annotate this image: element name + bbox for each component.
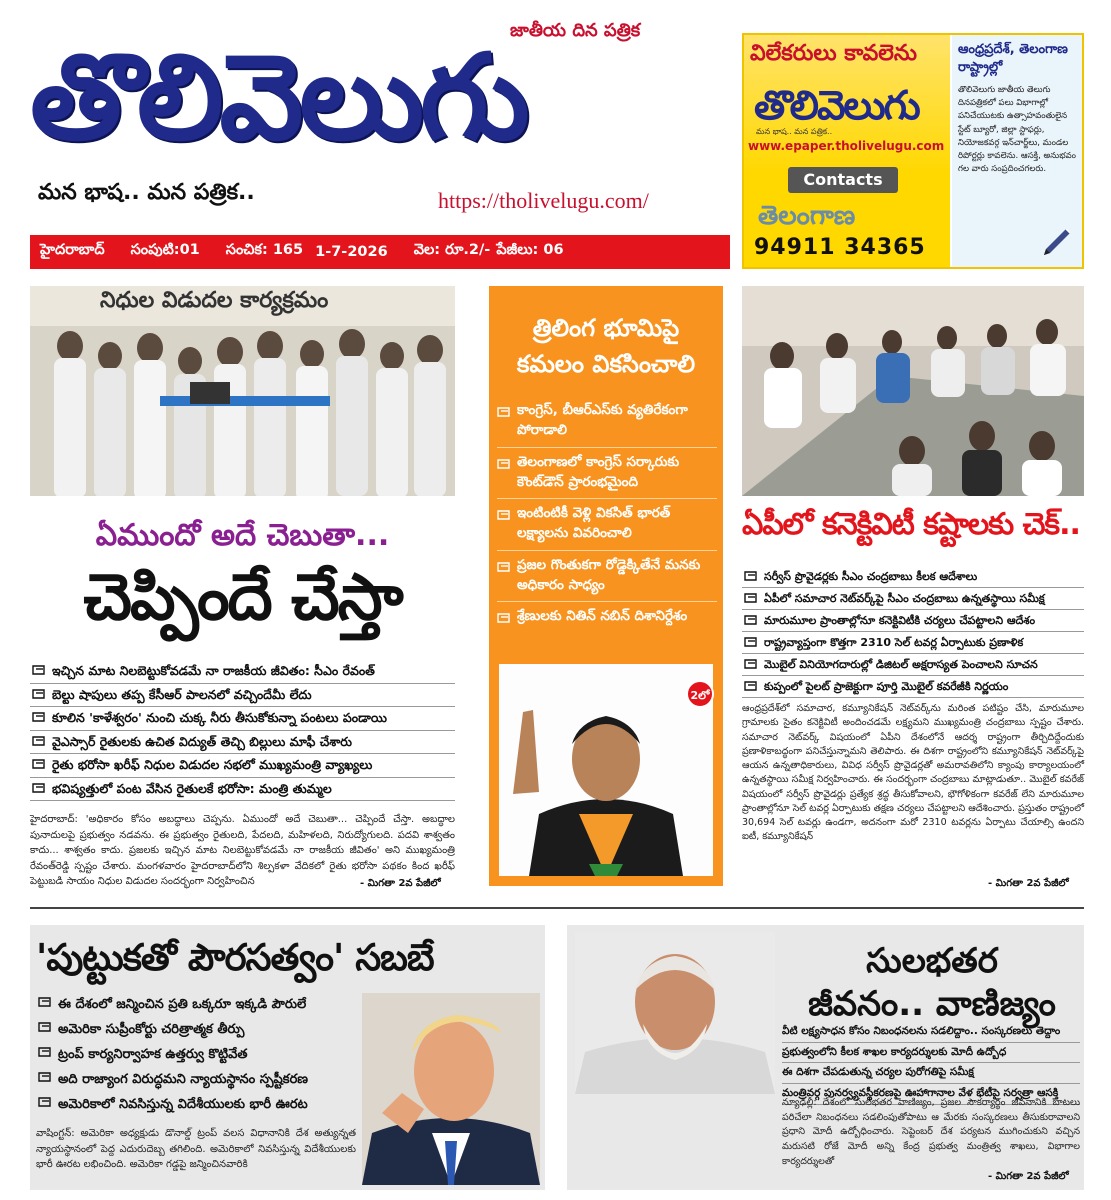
modi-story-headline[interactable]: సులభతర జీవనం.. వాణిజ్యం bbox=[808, 941, 1056, 1024]
trump-photo[interactable] bbox=[362, 993, 540, 1185]
list-item: అమెరికా సుప్రీంకోర్టు చరిత్రాత్మక తీర్పు bbox=[36, 1017, 366, 1042]
list-item: అమెరికాలో నివసిస్తున్న విదేశీయులకు భారీ ఊరట bbox=[36, 1092, 366, 1117]
ad-epaper-link[interactable]: www.epaper.tholivelugu.com bbox=[748, 139, 945, 153]
recruitment-ad[interactable] bbox=[742, 33, 1084, 269]
left-story-continued[interactable]: - మిగతా 2వ పేజీలో bbox=[360, 878, 441, 889]
right-story-bullets bbox=[742, 566, 1084, 698]
list-item: ఈ దేశంలో జన్మించిన ప్రతి ఒక్కరూ ఇక్కడి పౌరులే bbox=[36, 992, 366, 1017]
section-divider bbox=[30, 907, 1084, 909]
list-item: ప్రజల గొంతుకగా రోడ్డెక్కితేనే మనకు అధికారం సాధ్యం bbox=[497, 551, 717, 603]
bullet-icon bbox=[32, 711, 45, 723]
right-story-continued[interactable]: - మిగతా 2వ పేజీలో bbox=[988, 878, 1069, 889]
trump-story-bullets bbox=[36, 992, 366, 1117]
continued-page-badge[interactable]: 2లో bbox=[686, 680, 714, 708]
right-story-body: ఆంధ్రప్రదేశ్‌లో సమాచార, కమ్యూనికేషన్ నెట్‌వర్క్‌ను మరింత పటిష్టం చేసి, మారుమూల గ్రామాలకు సైతం కనెక్టివిటీ అందించడమే లక్ష్యమని ముఖ్యమంత్రి చంద్రబాబు స్పష్టం చేశారు. సమాచార నెట్‌వర్క్ విషయంలో ఏపీని దేశంలోనే ఆదర్శ రాష్ట్రంగా తీర్చిదిద్దేందుకు ప్రణాళికాబద్ధంగా పనిచేస్తున్నామని తెలిపారు. ఈ దిశగా రాష్ట్రంలోని కమ్యూనికేషన్ నెట్‌వర్క్‌పై ఆయన ఉన్నతాధికారులు, వివిధ సర్వీస్ ప్రొవైడర్లతో అమరావతిలోని క్యాంపు కార్యాలయంలో ఉన్నతస్థాయి సమీక్ష నిర్వహించారు. ఈ సందర్భంగా చంద్రబాబు మాట్లాడుతూ.. మొబైల్ కవరేజ్ విషయంలో సర్వీస్ ప్రొవైడర్లు ప్రత్యేక శ్రద్ధ తీసుకోవాలని, భౌగోళికంగా కవరేజ్ లేని మారుమూల ప్రాంతాల్లోనూ సెల్ టవర్ల ఏర్పాటుకు తక్షణ చర్యలు చేపట్టాలని ఆదేశించారు. ప్రస్తుతం రాష్ట్రంలో 30,694 సెల్ టవర్లు ఉండగా, అదనంగా మరో 2310 టవర్లను ఏర్పాటు చేయాల్సి ఉందని ఐటీ, కమ్యూనికేషన్ bbox=[742, 703, 1084, 843]
bullet-icon bbox=[744, 592, 757, 604]
trump-story-body: వాషింగ్టన్: అమెరికా అధ్యక్షుడు డొనాల్డ్ ట్రంప్ వలస విధానానికి దేశ అత్యున్నత న్యాయస్థానంలో పెద్ద ఎదురుదెబ్బ తగిలింది. అమెరికాలో నివసిస్తున్న విదేశీయులకు భారీ ఊరట లభించింది. అమెరికా గడ్డపై జన్మించినవారికి bbox=[36, 1128, 356, 1170]
list-item: ఈ దిశగా చేపడుతున్న చర్యల పురోగతిపై సమీక్ష bbox=[782, 1063, 1080, 1084]
bjp-story-panel[interactable] bbox=[489, 286, 723, 886]
bullet-icon bbox=[38, 996, 51, 1008]
list-item: ప్రభుత్వంలోని కీలక శాఖల కార్యదర్శులకు మోదీ ఉద్బోధ bbox=[782, 1043, 1080, 1064]
list-item: ఇచ్చిన మాట నిలబెట్టుకోవడమే నా రాజకీయ జీవితం: సీఎం రేవంత్ bbox=[30, 660, 455, 684]
modi-story-body: న్యూఢిల్లీ: దేశంలో సులభతర వాణిజ్యం, ప్రజల సౌకర్యార్థం జీవనానికి బాటలు పరిచేలా నిబంధనలు సడలింపుతోపాటు ఆ మేరకు సంస్కరణలు తీసుకురావాలని ప్రధాని మోదీ ఉద్బోధించారు. సెప్టెంబర్ దేశ పర్యటన ముగించుకుని వచ్చిన మరుసటి రోజే మోదీ అన్ని కేంద్ర ప్రభుత్వ మంత్రిత్వ శాఖలు, విభాగాల కార్యదర్శులతో bbox=[782, 1097, 1080, 1167]
bjp-story-bullets bbox=[497, 396, 717, 632]
edition-price: వెల: రూ.2/- bbox=[413, 242, 491, 258]
list-item: వైఎస్సార్ రైతులకు ఉచిత విద్యుత్ తెచ్చి బిల్లులు మాఫీ చేశారు bbox=[30, 731, 455, 755]
list-item: కూలిన 'కాళేశ్వరం' నుంచి చుక్క నీరు తీసుకోకున్నా పంటలు పండాయి bbox=[30, 707, 455, 731]
ad-logo: తొలివెలుగు bbox=[754, 83, 919, 129]
masthead-tagline: జాతీయ దిన పత్రిక bbox=[510, 20, 641, 41]
bullet-icon bbox=[38, 1096, 51, 1108]
bullet-icon bbox=[744, 680, 757, 692]
bullet-icon bbox=[32, 688, 45, 700]
bullet-icon bbox=[497, 458, 510, 470]
list-item: అది రాజ్యాంగ విరుద్ధమని న్యాయస్థానం స్పష్టీకరణ bbox=[36, 1067, 366, 1092]
ap-meeting-photo[interactable] bbox=[742, 286, 1084, 496]
bjp-leader-photo[interactable] bbox=[499, 664, 713, 876]
list-item: బెల్టు షాపులు తప్ప కేసీఆర్ పాలనలో వచ్చిందేమీ లేదు bbox=[30, 684, 455, 708]
edition-info-strip bbox=[30, 235, 730, 269]
list-item: శ్రేణులకు నితిన్ నబిన్ దిశానిర్దేశం bbox=[497, 602, 717, 632]
bullet-icon bbox=[497, 406, 510, 418]
left-story-body: హైదరాబాద్: 'అధికారం కోసం అబద్ధాలు చెప్పను. ఏముందో అదే చెబుతా... చెప్పిందే చేస్తా. అబద్ధాల పునాదులపై ప్రభుత్వం నడవను. ఈ ప్రభుత్వం రైతులది, పేదలది, మహిళలది, నిరుద్యోగులది. పదవి శాశ్వతం కాదు... శాశ్వతం కాదు. ప్రజలకు ఇచ్చిన మాట నిలబెట్టుకోవడమే నా రాజకీయ జీవితం' అని ముఖ్యమంత్రి రేవంత్‌రెడ్డి స్పష్టం చేశారు. మంగళవారం హైదరాబాద్‌లోని శిల్పకళా వేదికలో రైతు భరోసా పథకం కింద ఖరీఫ్ పెట్టుబడి సాయం నిధుల విడుదల సందర్భంగా నిర్వహించిన bbox=[30, 814, 455, 887]
list-item: కుప్పంలో పైలట్ ప్రాజెక్టుగా పూర్తి మొబైల్ కవరేజీకి నిర్ణయం bbox=[742, 676, 1084, 698]
ad-left-panel bbox=[744, 35, 950, 267]
bullet-icon bbox=[32, 782, 45, 794]
list-item: మంత్రివర్గ పునర్వ్యవస్థీకరణపై ఊహాగానాల వేళ భేటీపై సర్వత్రా ఆసక్తి bbox=[782, 1084, 1080, 1105]
photo-banner-text: నిధుల విడుదల కార్యక్రమం bbox=[100, 288, 329, 313]
ad-contacts-label: Contacts bbox=[788, 167, 898, 193]
left-story-headline[interactable]: చెప్పిందే చేస్తా bbox=[83, 561, 402, 635]
bullet-icon bbox=[38, 1071, 51, 1083]
trump-story-headline[interactable]: 'పుట్టుకతో పౌరసత్వం' సబబే bbox=[36, 936, 434, 979]
list-item: వీటి లక్ష్యసాధన కోసం నిబంధనలను సడలిద్దాం.. సంస్కరణలు తెద్దాం bbox=[782, 1022, 1080, 1043]
edition-date: 1-7-2026 bbox=[315, 244, 388, 260]
bullet-icon bbox=[497, 612, 510, 624]
bullet-icon bbox=[32, 664, 45, 676]
list-item: మారుమూల ప్రాంతాల్లోనూ కనెక్టివిటీకి చర్యలు చేపట్టాలని ఆదేశం bbox=[742, 610, 1084, 632]
list-item: ఏపీలో సమాచార నెట్‌వర్క్‌పై సీఎం చంద్రబాబు ఉన్నతస్థాయి సమీక్ష bbox=[742, 588, 1084, 610]
ad-right-title: ఆంధ్రప్రదేశ్, తెలంగాణ రాష్ట్రాల్లో bbox=[958, 42, 1068, 75]
website-link[interactable]: https://tholivelugu.com/ bbox=[438, 188, 649, 213]
modi-story-continued[interactable]: - మిగతా 2వ పేజీలో bbox=[988, 1171, 1069, 1182]
bullet-icon bbox=[38, 1021, 51, 1033]
list-item: రాష్ట్రవ్యాప్తంగా కొత్తగా 2310 సెల్ టవర్ల ఏర్పాటుకు ప్రణాళిక bbox=[742, 632, 1084, 654]
masthead bbox=[30, 20, 730, 220]
modi-photo[interactable] bbox=[575, 932, 775, 1094]
edition-volume: సంపుటి:01 bbox=[130, 242, 200, 258]
ad-right-body: తొలివెలుగు జాతీయ తెలుగు దినపత్రికలో పలు విభాగాల్లో పనిచేయుటకు ఉత్సాహవంతులైన స్టేట్ బ్యూరో, జిల్లా స్టాఫర్లు, నియోజకవర్గ ఇన్‌చార్జ్‌లు, మండల రిపోర్టర్లు కావలెను. ఆసక్తి, అనుభవం గల వారు సంప్రదించగలరు. bbox=[958, 85, 1076, 175]
bullet-icon bbox=[38, 1046, 51, 1058]
newspaper-logo[interactable]: తొలివెలుగు bbox=[30, 28, 526, 166]
ad-headline: విలేకరులు కావలెను bbox=[750, 41, 917, 66]
list-item: భవిష్యత్తులో పంట వేసిన రైతులకే భరోసా: మంత్రి తుమ్మల bbox=[30, 778, 455, 802]
list-item: మొబైల్ వినియోగదారుల్లో డిజిటల్ అక్షరాస్యత పెంచాలని సూచన bbox=[742, 654, 1084, 676]
left-story-kicker: ఏముందో అదే చెబుతా... bbox=[95, 518, 390, 553]
list-item: తెలంగాణలో కాంగ్రెస్ సర్కారుకు కౌంట్‌డౌన్ ప్రారంభమైంది bbox=[497, 448, 717, 500]
bullet-icon bbox=[32, 758, 45, 770]
bullet-icon bbox=[744, 636, 757, 648]
modi-story-lines bbox=[782, 1022, 1080, 1105]
pen-icon bbox=[1040, 225, 1074, 259]
edition-issue: సంచిక: 165 bbox=[225, 242, 304, 258]
ad-right-panel bbox=[952, 35, 1082, 267]
ad-state-label: తెలంగాణ bbox=[758, 201, 856, 231]
bullet-icon bbox=[744, 658, 757, 670]
bullet-icon bbox=[32, 735, 45, 747]
right-story-headline[interactable]: ఏపీలో కనెక్టివిటీ కష్టాలకు చెక్.. bbox=[742, 507, 1080, 542]
bullet-icon bbox=[497, 561, 510, 573]
list-item: సర్వీస్ ప్రొవైడర్లకు సీఎం చంద్రబాబు కీలక ఆదేశాలు bbox=[742, 566, 1084, 588]
ad-phone-number[interactable]: 94911 34365 bbox=[754, 235, 926, 260]
list-item: ఇంటింటికీ వెళ్లి వికసిత్ భారత్ లక్ష్యాలను వివరించాలి bbox=[497, 499, 717, 551]
edition-pages: పేజీలు: 06 bbox=[496, 242, 564, 258]
ad-logo-slogan: మన భాష.. మన పత్రిక.. bbox=[756, 127, 833, 136]
list-item: రైతు భరోసా ఖరీఫ్ నిధుల విడుదల సభలో ముఖ్యమంత్రి వ్యాఖ్యలు bbox=[30, 754, 455, 778]
edition-city: హైదరాబాద్ bbox=[40, 242, 105, 258]
list-item: ట్రంప్ కార్యనిర్వాహక ఉత్తర్వు కొట్టివేత bbox=[36, 1042, 366, 1067]
list-item: కాంగ్రెస్, బీఆర్ఎస్‌కు వ్యతిరేకంగా పోరాడాలి bbox=[497, 396, 717, 448]
cm-event-photo[interactable] bbox=[30, 286, 455, 496]
bullet-icon bbox=[744, 570, 757, 582]
masthead-slogan: మన భాష.. మన పత్రిక.. bbox=[38, 180, 255, 205]
bullet-icon bbox=[497, 509, 510, 521]
bullet-icon bbox=[744, 614, 757, 626]
left-story-bullets bbox=[30, 660, 455, 801]
bjp-story-title: త్రిలింగ భూమిపై కమలం వికసించాలి bbox=[516, 314, 696, 378]
